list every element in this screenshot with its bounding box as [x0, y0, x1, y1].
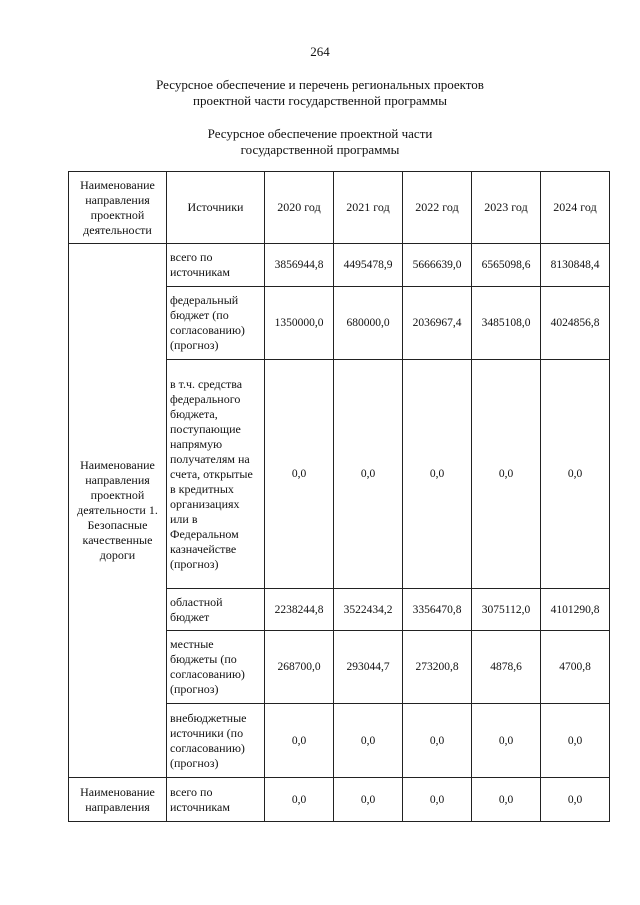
value-cell: 0,0: [541, 360, 610, 589]
source-cell: федеральный бюджет (по согласованию) (прогноз): [167, 287, 265, 360]
value-cell: 0,0: [472, 360, 541, 589]
value-cell: 4495478,9: [334, 244, 403, 287]
subtitle-line-1: Ресурсное обеспечение проектной части: [207, 126, 433, 141]
value-cell: 3356470,8: [403, 589, 472, 631]
value-cell: 3075112,0: [472, 589, 541, 631]
table-row: [69, 244, 610, 287]
value-cell: 0,0: [334, 778, 403, 822]
header-year-2023: 2023 год: [472, 172, 541, 244]
value-cell: 2036967,4: [403, 287, 472, 360]
value-cell: 0,0: [334, 704, 403, 778]
header-year-2024: 2024 год: [541, 172, 610, 244]
source-cell: всего по источникам: [167, 244, 265, 287]
value-cell: 0,0: [541, 704, 610, 778]
header-year-2020: 2020 год: [265, 172, 334, 244]
source-cell: областной бюджет: [167, 589, 265, 631]
header-row: [69, 172, 610, 244]
value-cell: 0,0: [265, 704, 334, 778]
value-cell: 293044,7: [334, 631, 403, 704]
value-cell: 6565098,6: [472, 244, 541, 287]
direction-cell: Наименование направления: [69, 778, 167, 822]
value-cell: 0,0: [403, 360, 472, 589]
source-cell: всего по источникам: [167, 778, 265, 822]
direction-cell: Наименование направления проектной деятельности 1. Безопасные качественные дороги: [69, 244, 167, 778]
value-cell: 0,0: [334, 360, 403, 589]
value-cell: 8130848,4: [541, 244, 610, 287]
table-row: [69, 778, 610, 822]
value-cell: 273200,8: [403, 631, 472, 704]
subtitle-line-2: государственной программы: [240, 142, 400, 157]
header-sources: Источники: [167, 172, 265, 244]
value-cell: 268700,0: [265, 631, 334, 704]
value-cell: 4101290,8: [541, 589, 610, 631]
value-cell: 1350000,0: [265, 287, 334, 360]
title-line-2: проектной части государственной программы: [193, 93, 447, 108]
value-cell: 3485108,0: [472, 287, 541, 360]
source-cell: внебюджетные источники (по согласованию) (прогноз): [167, 704, 265, 778]
value-cell: 3522434,2: [334, 589, 403, 631]
value-cell: 0,0: [472, 778, 541, 822]
value-cell: 0,0: [403, 704, 472, 778]
value-cell: 0,0: [265, 360, 334, 589]
value-cell: 0,0: [472, 704, 541, 778]
value-cell: 0,0: [265, 778, 334, 822]
source-cell: в т.ч. средства федерального бюджета, поступающие напрямую получателям на счета, открытые в кредитных организациях или в Федеральном казначействе (прогноз): [167, 360, 265, 589]
value-cell: 4024856,8: [541, 287, 610, 360]
header-direction: Наименование направления проектной деятельности: [69, 172, 167, 244]
value-cell: 5666639,0: [403, 244, 472, 287]
value-cell: 680000,0: [334, 287, 403, 360]
value-cell: 2238244,8: [265, 589, 334, 631]
page-number: 264: [310, 44, 330, 59]
table-subtitle: [0, 126, 640, 158]
value-cell: 4878,6: [472, 631, 541, 704]
title-line-1: Ресурсное обеспечение и перечень региональных проектов: [156, 77, 484, 92]
value-cell: 0,0: [403, 778, 472, 822]
header-year-2021: 2021 год: [334, 172, 403, 244]
resource-table: [68, 171, 610, 822]
value-cell: 4700,8: [541, 631, 610, 704]
value-cell: 3856944,8: [265, 244, 334, 287]
document-title: [0, 77, 640, 109]
source-cell: местные бюджеты (по согласованию) (прогноз): [167, 631, 265, 704]
value-cell: 0,0: [541, 778, 610, 822]
header-year-2022: 2022 год: [403, 172, 472, 244]
